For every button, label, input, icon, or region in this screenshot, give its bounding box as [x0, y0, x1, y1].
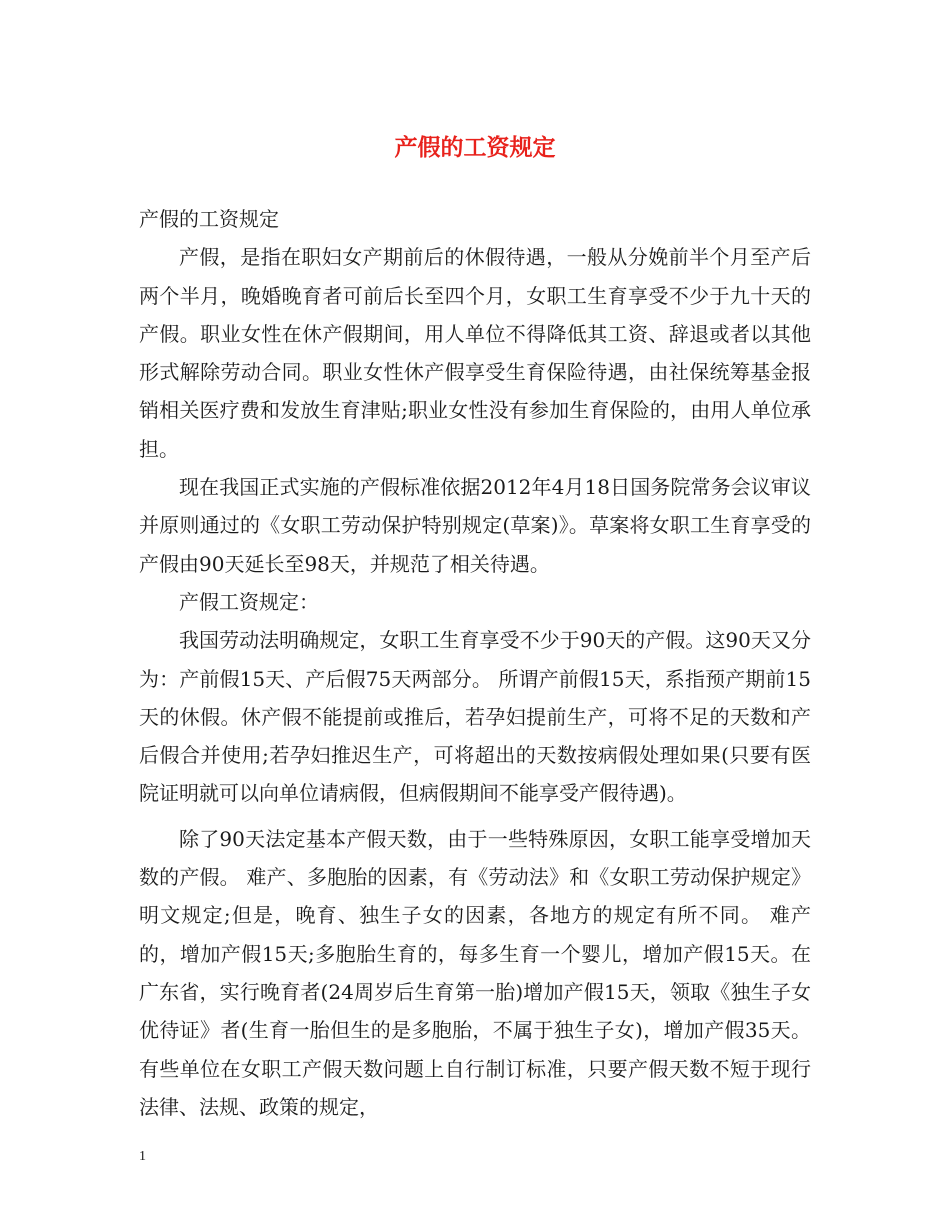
paragraph-definition: 产假，是指在职妇女产期前后的休假待遇，一般从分娩前半个月至产后两个半月，晚婚晚育者可前后长至四个月，女职工生育享受不少于九十天的产假。职业女性在休产假期间，用人单位不得降低其工资、辞退或者以其他形式解除劳动合同。职业女性休产假享受生育保险待遇，由社保统筹基金报销相关医疗费和发放生育津贴;职业女性没有参加生育保险的，由用人单位承担。 [139, 245, 811, 461]
section-heading: 产假的工资规定 [139, 207, 279, 231]
page-number: 1 [139, 1149, 146, 1164]
document-title: 产假的工资规定 [394, 134, 556, 161]
paragraph-standard: 现在我国正式实施的产假标准依据2012年4月18日国务院常务会议审议并原则通过的《女职工劳动保护特别规定(草案)》。草案将女职工生育享受的产假由90天延长至98天，并规范了相关待遇。 [139, 475, 811, 576]
document-body [139, 200, 811, 1126]
paragraph-extra-leave: 除了90天法定基本产假天数，由于一些特殊原因，女职工能享受增加天数的产假。 难产、多胞胎的因素，有《劳动法》和《女职工劳动保护规定》明文规定;但是，晚育、独生子女的因素，各地方的规定有所不同。 难产的，增加产假15天;多胞胎生育的，每多生育一个婴儿，增加产假15天。在广东省，实行晚育者(24周岁后生育第一胎)增加产假15天，领取《独生子女优待证》者(生育一胎但生的是多胞胎，不属于独生子女)，增加产假35天。 有些单位在女职工产假天数问题上自行制订标准，只要产假天数不短于现行法律、法规、政策的规定， [139, 826, 811, 1119]
paragraph-labor-law: 我国劳动法明确规定，女职工生育享受不少于90天的产假。这90天又分为：产前假15天、产后假75天两部分。 所谓产前假15天，系指预产期前15天的休假。休产假不能提前或推后，若孕妇提前生产，可将不足的天数和产后假合并使用;若孕妇推迟生产，可将超出的天数按病假处理如果(只要有医院证明就可以向单位请病假，但病假期间不能享受产假待遇)。 [139, 628, 811, 806]
paragraph-wage-heading: 产假工资规定： [179, 589, 319, 614]
